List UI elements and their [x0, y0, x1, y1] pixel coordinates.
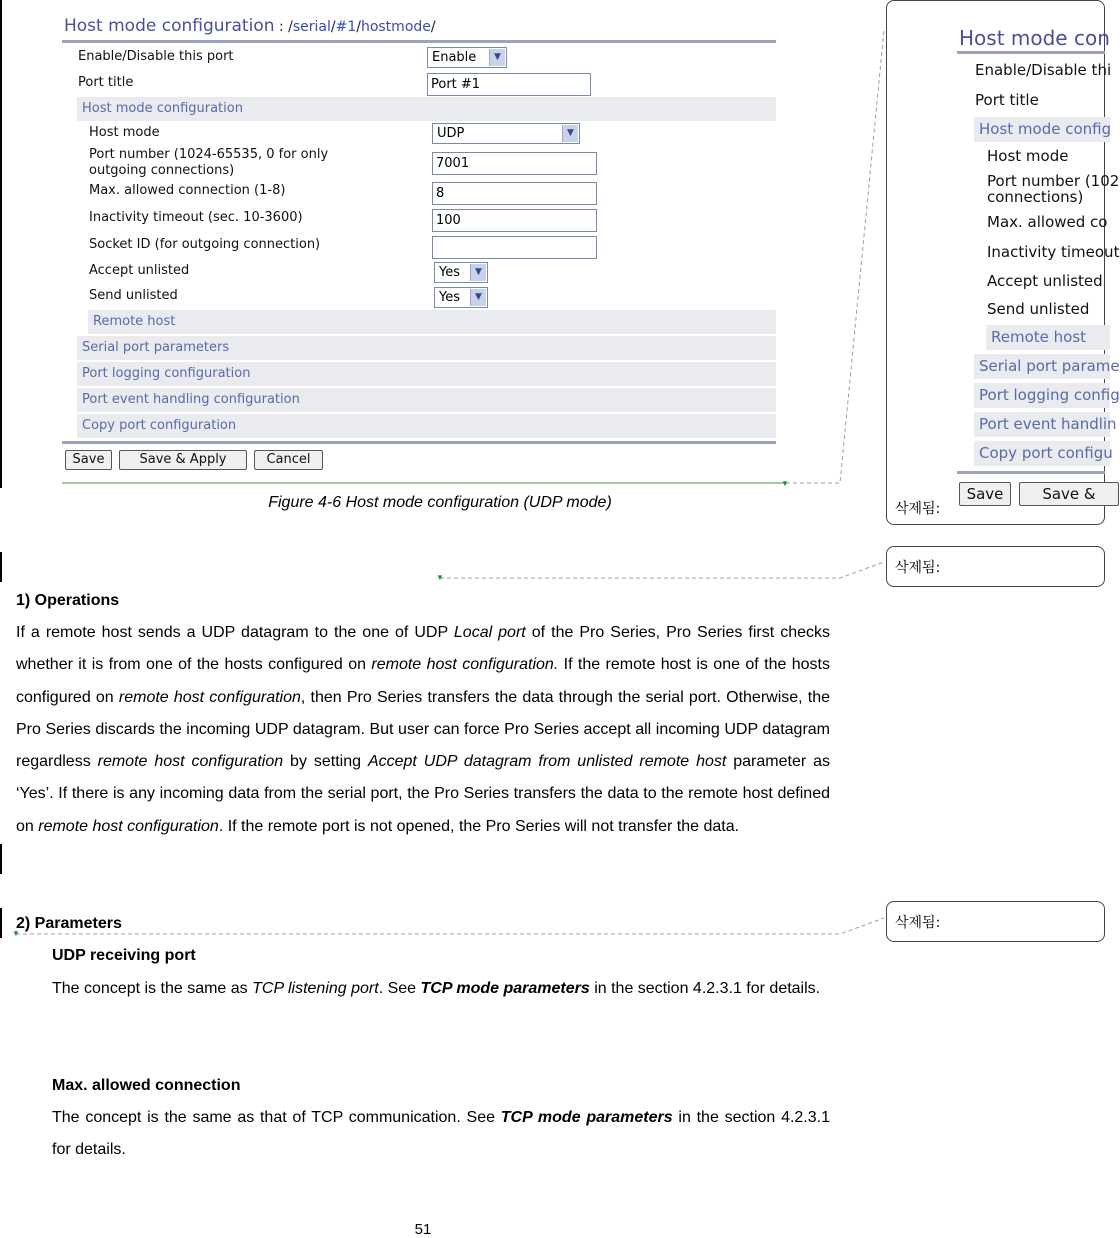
port-title-input[interactable]: Port #1 — [427, 73, 591, 96]
deleted-tag: 삭제됨: — [895, 915, 941, 931]
max-connection-label: Max. allowed connection (1-8) — [89, 183, 286, 198]
max-connection-input[interactable]: 8 — [432, 182, 597, 205]
max-connection-paragraph: The concept is the same as that of TCP communication. See TCP mode parameters in the section 4.2.3.1 for details. — [52, 1109, 830, 1159]
chevron-down-icon: ▼ — [562, 125, 578, 142]
port-number-label: Port number (1024-65535, 0 for only outgoing connections) — [89, 147, 329, 178]
svg-text:▼: ▼ — [12, 929, 20, 938]
deleted-comment-balloon[interactable] — [886, 546, 1105, 587]
save-apply-button[interactable]: Save & Apply — [119, 450, 247, 470]
host-mode-config-form — [62, 8, 778, 486]
send-unlisted-label: Send unlisted — [89, 288, 178, 303]
deleted-comment-balloon[interactable] — [886, 901, 1105, 942]
serial-port-params-section[interactable]: Serial port parameters — [77, 336, 776, 360]
chevron-down-icon: ▼ — [470, 264, 486, 281]
deleted-tag: 삭제됨: — [895, 501, 941, 517]
path-hostmode-link[interactable]: hostmode — [360, 19, 431, 35]
socket-id-input[interactable] — [432, 236, 597, 259]
save-button[interactable]: Save — [65, 450, 112, 470]
operations-heading: 1) Operations — [16, 592, 120, 609]
socket-id-label: Socket ID (for outgoing connection) — [89, 237, 321, 252]
chevron-down-icon: ▼ — [489, 49, 505, 66]
host-mode-select[interactable]: UDP ▼ — [432, 123, 580, 144]
inactivity-label: Inactivity timeout (sec. 10-3600) — [89, 210, 303, 225]
udp-receiving-port-heading: UDP receiving port — [52, 947, 196, 964]
enable-label: Enable/Disable this port — [78, 49, 234, 64]
send-unlisted-select[interactable]: Yes ▼ — [434, 287, 488, 308]
enable-select[interactable]: Enable ▼ — [427, 47, 507, 68]
inactivity-input[interactable]: 100 — [432, 209, 597, 232]
host-mode-label: Host mode — [89, 125, 160, 140]
path-port-link[interactable]: #1 — [335, 19, 357, 35]
parameters-heading: 2) Parameters — [16, 915, 122, 932]
form-title: Host mode configuration : /serial/#1/hostmode/ — [64, 16, 436, 36]
max-connection-heading: Max. allowed connection — [52, 1077, 241, 1094]
figure-caption: Figure 4-6 Host mode configuration (UDP mode) — [268, 494, 612, 511]
cancel-button[interactable]: Cancel — [254, 450, 323, 470]
operations-paragraph: If a remote host sends a UDP datagram to the one of UDP Local port of the Pro Series, Pro Series first checks whether it is from one of the hosts configured on remote host configuration. If the remote host is one of the hosts configured on remote host configuration, then Pro Series transfers the data through the serial port. Otherwise, the Pro Series discards the incoming UDP datagram. But user can force Pro Series accept all incoming UDP datagram regardless remote host configuration by setting Accept UDP datagram from unlisted remote host parameter as ‘Yes’. If there is any incoming data from the serial port, the Pro Series transfers the data to the remote host defined on remote host configuration. If the remote port is not opened, the Pro Series will not transfer the data. — [16, 624, 831, 835]
accept-unlisted-select[interactable]: Yes ▼ — [434, 262, 488, 283]
deleted-tag: 삭제됨: — [895, 560, 941, 576]
copy-port-section[interactable]: Copy port configuration — [77, 414, 776, 438]
svg-text:▼: ▼ — [436, 573, 444, 582]
page-number: 51 — [414, 1221, 432, 1238]
accept-unlisted-label: Accept unlisted — [89, 263, 190, 278]
port-logging-section[interactable]: Port logging configuration — [77, 362, 776, 386]
svg-text:▼: ▼ — [781, 479, 789, 488]
host-mode-section-header[interactable]: Host mode configuration — [77, 97, 776, 121]
divider — [62, 441, 776, 444]
deleted-comment-balloon[interactable] — [886, 0, 1120, 525]
deleted-form-thumbnail: Host mode con Enable/Disable thi Port title Host mode config Host mode Port number (102 connections) Max. allowed co Inactivity timeout Accept unlisted Send unlisted Remote host Serial port parame Port logging config Port event handlin Copy port configu Save Save & — [957, 19, 1105, 509]
path-serial-link[interactable]: serial — [292, 19, 331, 35]
port-title-label: Port title — [78, 75, 134, 90]
divider — [62, 40, 776, 43]
port-number-input[interactable]: 7001 — [432, 152, 597, 175]
remote-host-section[interactable]: Remote host — [88, 310, 776, 334]
udp-receiving-port-paragraph: The concept is the same as TCP listening port. See TCP mode parameters in the section 4.2.3.1 for details. — [52, 980, 821, 997]
chevron-down-icon: ▼ — [470, 289, 486, 306]
port-event-section[interactable]: Port event handling configuration — [77, 388, 776, 412]
